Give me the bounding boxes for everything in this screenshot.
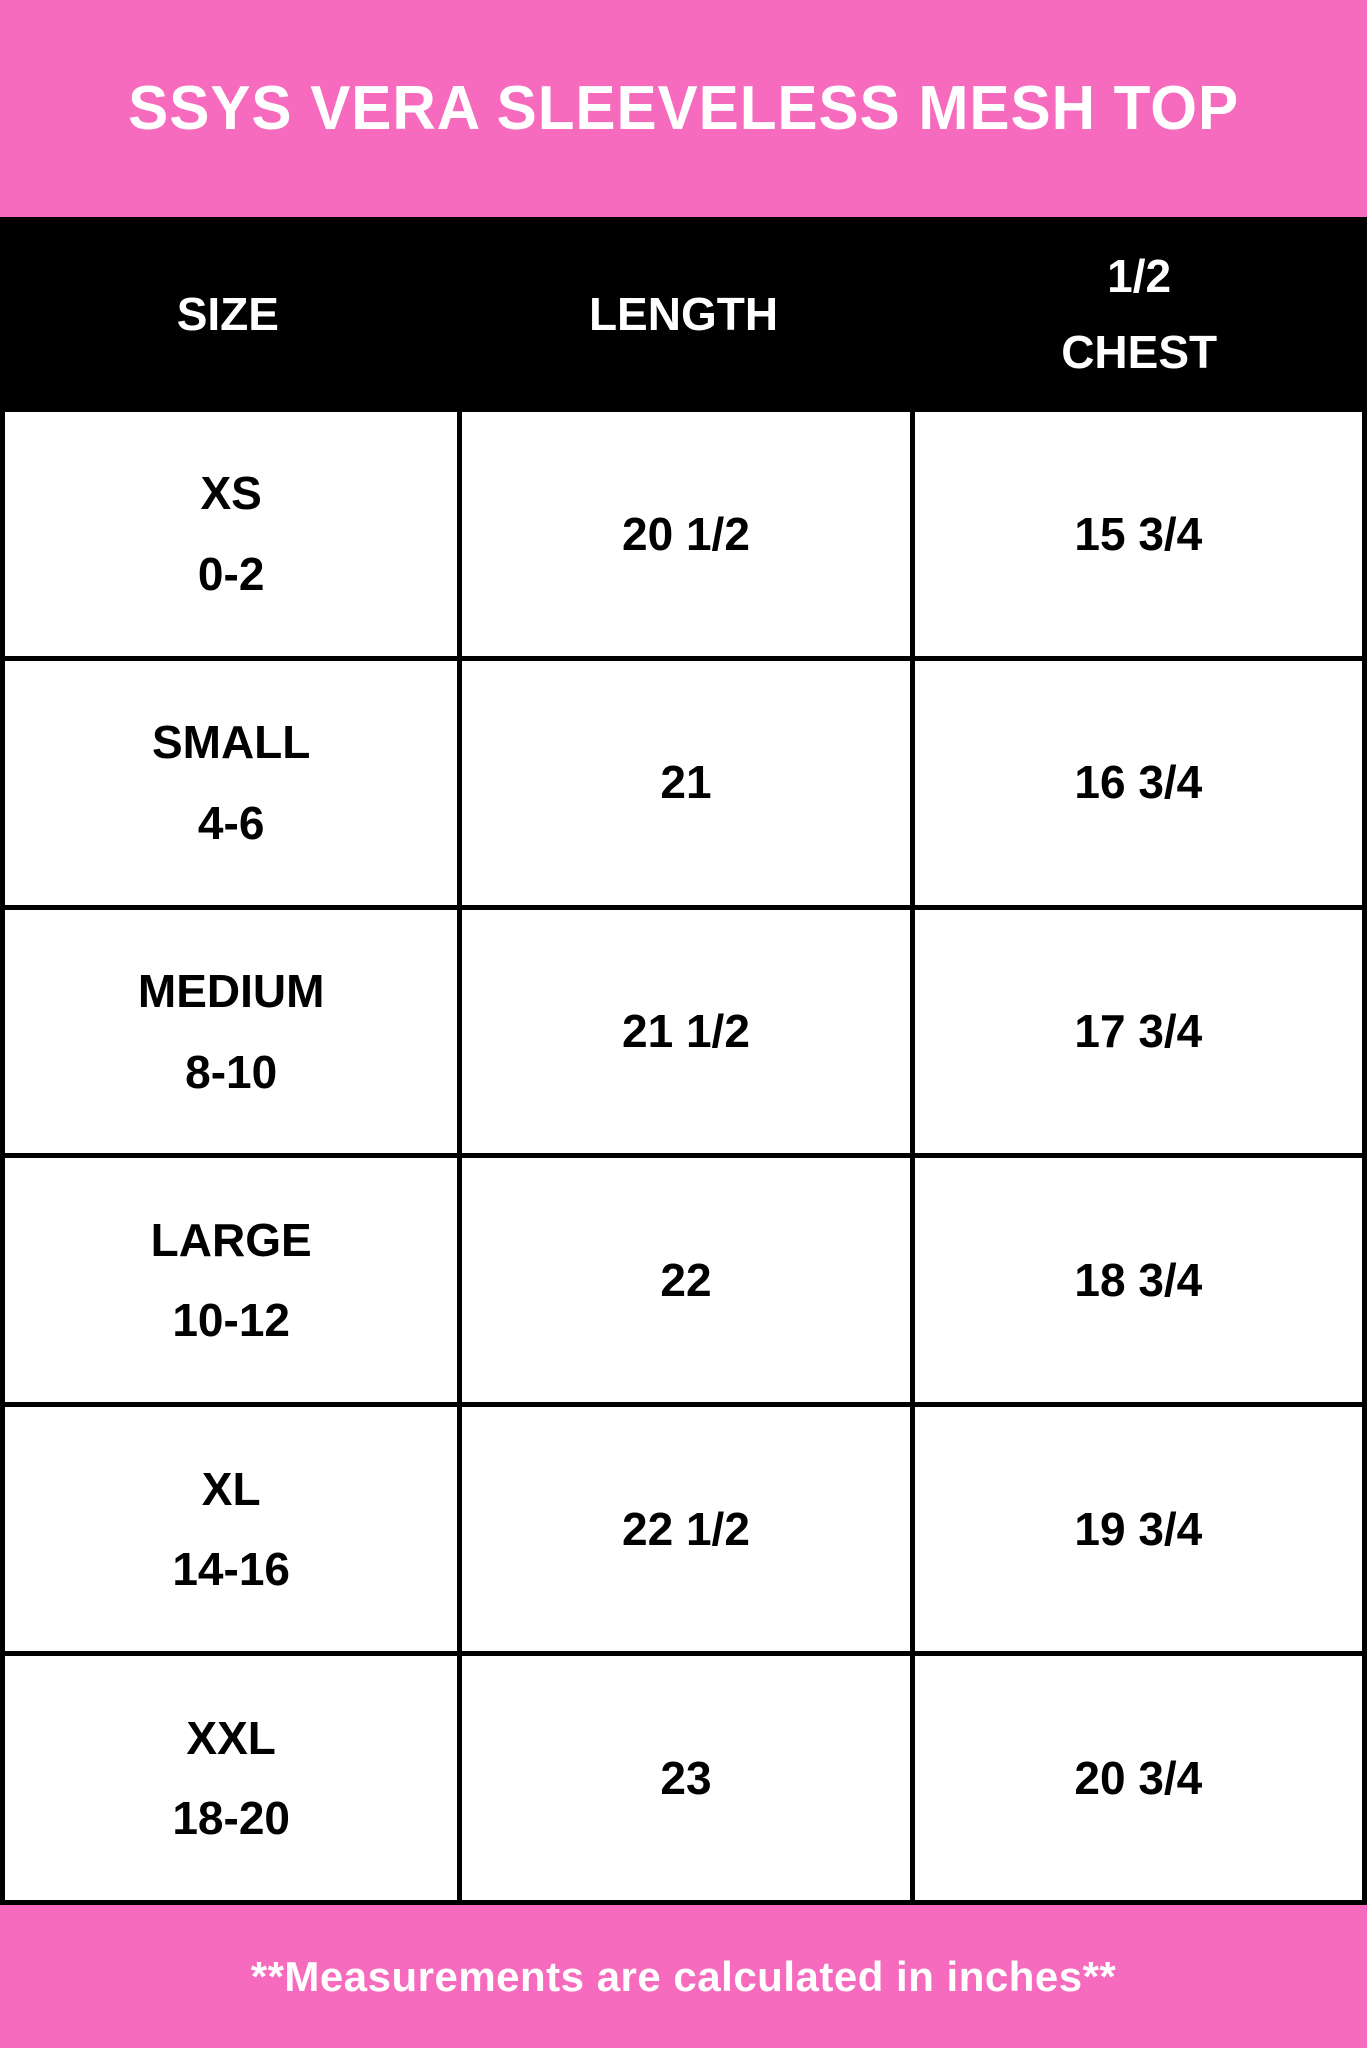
length-value: 21 (660, 756, 712, 809)
half-chest-value: 16 3/4 (1074, 756, 1203, 809)
table-row (5, 412, 1362, 656)
size-cell (5, 910, 457, 1154)
table-row (5, 1651, 1362, 1900)
size-cell (5, 412, 457, 656)
half-chest-cell (910, 661, 1362, 905)
size-cell (5, 661, 457, 905)
column-header-length-label: LENGTH (588, 287, 779, 340)
measurements-note: **Measurements are calculated in inches** (250, 1952, 1117, 2000)
size-table (0, 412, 1367, 1905)
size-range: 0-2 (197, 547, 265, 600)
half-chest-cell (910, 412, 1362, 656)
half-chest-value: 19 3/4 (1074, 1502, 1203, 1555)
column-header-length (456, 217, 912, 412)
half-chest-value: 20 3/4 (1074, 1751, 1203, 1804)
length-value: 23 (660, 1751, 712, 1804)
length-value: 22 (660, 1254, 712, 1307)
length-cell (457, 661, 909, 905)
size-label: XXL (186, 1711, 276, 1764)
length-value: 21 1/2 (622, 1005, 750, 1058)
column-header-size-label: SIZE (176, 287, 279, 340)
length-cell (457, 1407, 909, 1651)
table-row (5, 656, 1362, 905)
table-row (5, 1402, 1362, 1651)
half-chest-cell (910, 910, 1362, 1154)
footer-banner (0, 1905, 1367, 2048)
size-range: 10-12 (172, 1294, 290, 1347)
length-cell (457, 910, 909, 1154)
length-cell (457, 1158, 909, 1402)
half-chest-cell (910, 1407, 1362, 1651)
size-label: XS (200, 467, 262, 520)
title-banner (0, 0, 1367, 217)
size-range: 18-20 (172, 1792, 290, 1845)
length-value: 22 1/2 (622, 1502, 750, 1555)
size-range: 8-10 (185, 1045, 278, 1098)
half-chest-cell (910, 1656, 1362, 1900)
size-label: LARGE (150, 1213, 312, 1266)
table-row (5, 1153, 1362, 1402)
size-range: 4-6 (197, 796, 265, 849)
page-title: SSYS VERA SLEEVELESS MESH TOP (128, 74, 1239, 143)
column-header-half-chest (911, 217, 1367, 412)
half-chest-value: 18 3/4 (1074, 1254, 1203, 1307)
size-cell (5, 1656, 457, 1900)
size-cell (5, 1407, 457, 1651)
size-label: XL (201, 1462, 261, 1515)
column-header-size (0, 217, 456, 412)
size-label: SMALL (151, 716, 311, 769)
column-header-chest-line2: CHEST (1061, 325, 1218, 378)
table-row (5, 905, 1362, 1154)
half-chest-value: 17 3/4 (1074, 1005, 1203, 1058)
size-cell (5, 1158, 457, 1402)
half-chest-cell (910, 1158, 1362, 1402)
length-cell (457, 1656, 909, 1900)
size-range: 14-16 (172, 1543, 290, 1596)
table-header-row (0, 217, 1367, 412)
half-chest-value: 15 3/4 (1074, 507, 1203, 560)
length-value: 20 1/2 (622, 507, 750, 560)
column-header-chest-line1: 1/2 (1107, 249, 1172, 302)
length-cell (457, 412, 909, 656)
size-label: MEDIUM (137, 965, 325, 1018)
